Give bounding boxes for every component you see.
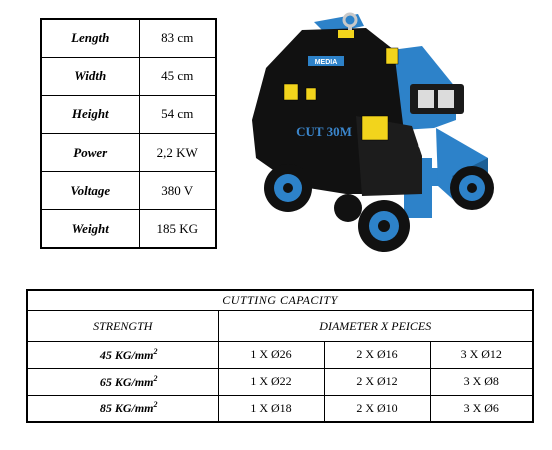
spec-row bbox=[41, 95, 216, 133]
spec-label: Voltage bbox=[41, 172, 139, 210]
strength-cell bbox=[27, 342, 218, 369]
spec-value: 45 cm bbox=[139, 57, 216, 95]
strength-value: 65 KG/mm bbox=[99, 374, 154, 389]
table-title-text: CUTTING CAPACITY bbox=[222, 293, 338, 308]
strength-cell bbox=[27, 395, 218, 422]
capacity-cell: 2 X Ø16 bbox=[324, 342, 430, 369]
blade-plate bbox=[438, 90, 454, 108]
column-header-strength: STRENGTH bbox=[27, 311, 218, 342]
spec-row bbox=[41, 133, 216, 171]
blade-plate bbox=[418, 90, 434, 108]
wheel-front-left bbox=[358, 200, 410, 252]
spec-table bbox=[40, 18, 217, 249]
strength-value: 85 KG/mm bbox=[99, 401, 154, 416]
spec-label: Height bbox=[41, 95, 139, 133]
brand-label: MEDIA bbox=[314, 59, 338, 66]
spec-label: Power bbox=[41, 133, 139, 171]
warning-label bbox=[338, 30, 354, 38]
strength-exponent: 2 bbox=[153, 400, 158, 410]
spec-value: 185 KG bbox=[139, 210, 216, 248]
ce-mark: CE bbox=[418, 143, 428, 150]
cutting-capacity-table bbox=[26, 289, 534, 423]
spec-value: 380 V bbox=[139, 172, 216, 210]
strength-exponent: 2 bbox=[153, 373, 158, 383]
warning-label bbox=[284, 84, 298, 100]
table-row bbox=[27, 342, 533, 369]
spec-label: Length bbox=[41, 19, 139, 57]
capacity-cell: 1 X Ø22 bbox=[218, 368, 324, 395]
strength-cell bbox=[27, 368, 218, 395]
capacity-cell: 3 X Ø6 bbox=[430, 395, 533, 422]
spec-row bbox=[41, 57, 216, 95]
spec-value: 2,2 KW bbox=[139, 133, 216, 171]
spec-row bbox=[41, 19, 216, 57]
spec-label: Width bbox=[41, 57, 139, 95]
warning-label bbox=[362, 116, 388, 140]
warning-label bbox=[386, 48, 398, 64]
column-header-diameter: DIAMETER X PEICES bbox=[218, 311, 533, 342]
spec-row bbox=[41, 172, 216, 210]
model-label: CUT 30M bbox=[296, 124, 352, 139]
spec-value: 83 cm bbox=[139, 19, 216, 57]
spec-row bbox=[41, 210, 216, 248]
wheel-back-right bbox=[334, 194, 362, 222]
rebar-cutter-image bbox=[226, 8, 526, 258]
table-row bbox=[27, 368, 533, 395]
capacity-cell: 1 X Ø26 bbox=[218, 342, 324, 369]
capacity-cell: 1 X Ø18 bbox=[218, 395, 324, 422]
strength-value: 45 KG/mm bbox=[99, 347, 154, 362]
spec-label: Weight bbox=[41, 210, 139, 248]
capacity-cell: 3 X Ø12 bbox=[430, 342, 533, 369]
strength-exponent: 2 bbox=[153, 346, 158, 356]
capacity-cell: 2 X Ø12 bbox=[324, 368, 430, 395]
wheel-back-left bbox=[264, 164, 312, 212]
capacity-cell: 2 X Ø10 bbox=[324, 395, 430, 422]
capacity-cell: 3 X Ø8 bbox=[430, 368, 533, 395]
table-title bbox=[27, 290, 533, 311]
warning-label bbox=[306, 88, 316, 100]
spec-value: 54 cm bbox=[139, 95, 216, 133]
table-row bbox=[27, 395, 533, 422]
wheel-front-right bbox=[450, 166, 494, 210]
